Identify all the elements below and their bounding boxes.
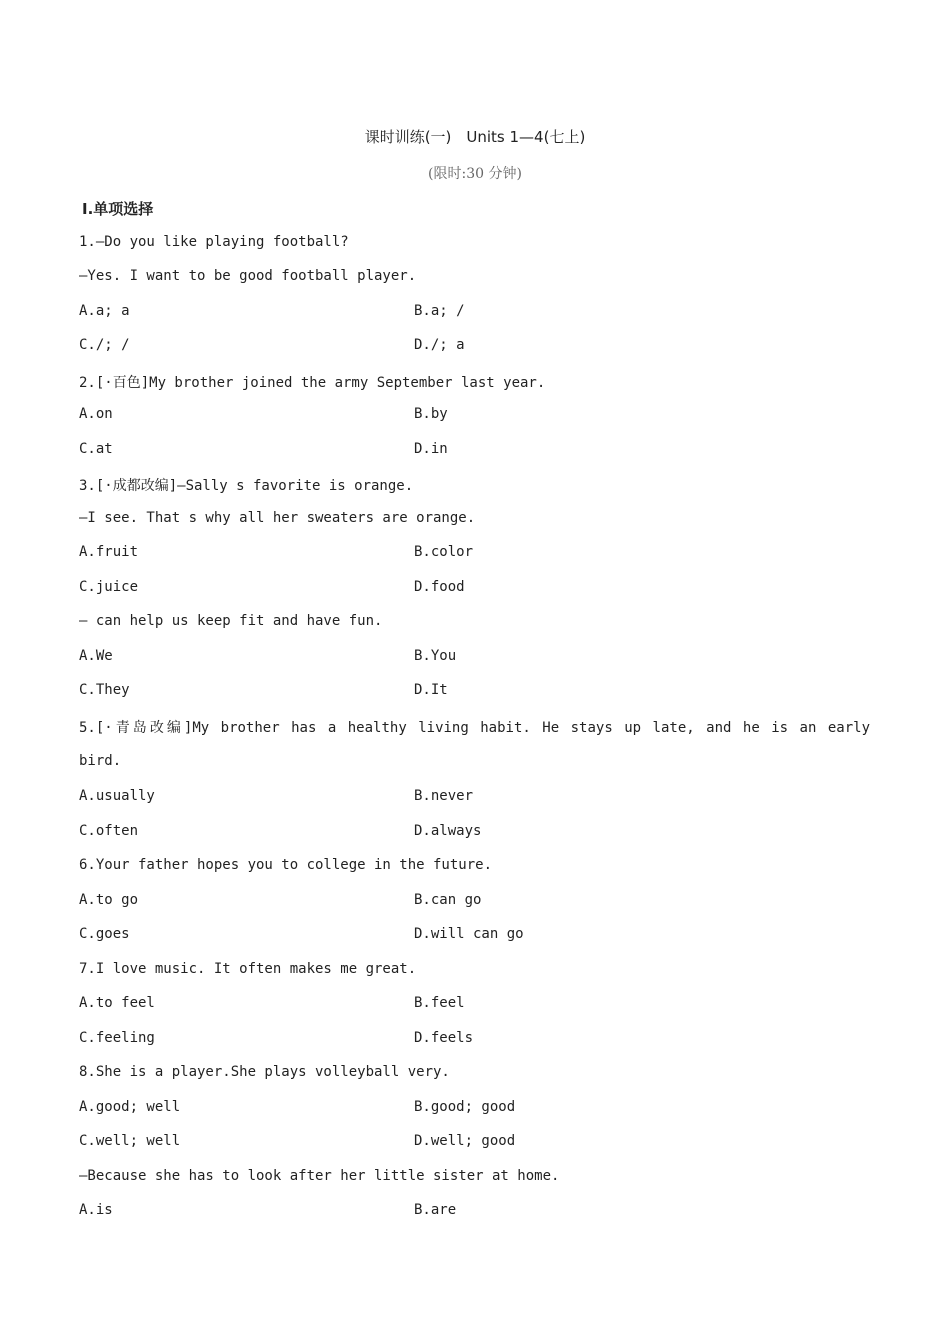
question-4-stem: — can help us keep fit and have fun. bbox=[79, 613, 383, 629]
question-3-option-a: A.fruit bbox=[79, 544, 139, 560]
question-8-option-b: B.good; good bbox=[414, 1099, 516, 1115]
question-1-option-a: A.a; a bbox=[79, 303, 130, 319]
question-1-option-d: D./; a bbox=[414, 337, 465, 353]
question-7-option-b: B.feel bbox=[414, 995, 465, 1011]
question-7-stem: 7.I love music. It often makes me great. bbox=[79, 961, 417, 977]
question-6-option-a: A.to go bbox=[79, 892, 139, 908]
question-3-option-d: D.food bbox=[414, 579, 465, 595]
question-2-option-b: B.by bbox=[414, 406, 448, 422]
question-2-option-a: A.on bbox=[79, 406, 113, 422]
question-7-option-a: A.to feel bbox=[79, 995, 155, 1011]
question-4-option-c: C.They bbox=[79, 682, 130, 698]
question-8-option-a: A.good; well bbox=[79, 1099, 181, 1115]
question-1-reply: —Yes. I want to be good football player. bbox=[79, 268, 417, 284]
question-5-stem: 5.[·青岛改编]My brother has a healthy living habit. He stays up late, and he is an early bbox=[79, 720, 870, 736]
question-9-reply: —Because she has to look after her little sister at home. bbox=[79, 1168, 560, 1184]
question-5-option-d: D.always bbox=[414, 823, 482, 839]
question-5-option-c: C.often bbox=[79, 823, 139, 839]
question-5-option-a: A.usually bbox=[79, 788, 155, 804]
question-3-option-c: C.juice bbox=[79, 579, 139, 595]
question-3-stem: 3.[·成都改编]—Sally s favorite is orange. bbox=[79, 478, 414, 494]
question-1-option-b: B.a; / bbox=[414, 303, 465, 319]
question-9-option-b: B.are bbox=[414, 1202, 457, 1218]
question-8-stem: 8.She is a player.She plays volleyball very. bbox=[79, 1064, 450, 1080]
page-title: 课时训练(一) Units 1—4(七上) bbox=[364, 128, 586, 146]
question-6-option-c: C.goes bbox=[79, 926, 130, 942]
question-4-option-d: D.It bbox=[414, 682, 448, 698]
question-6-option-b: B.can go bbox=[414, 892, 482, 908]
question-2-option-c: C.at bbox=[79, 441, 113, 457]
time-limit: (限时:30 分钟) bbox=[428, 166, 522, 182]
question-5-option-b: B.never bbox=[414, 788, 474, 804]
question-1-stem: 1.—Do you like playing football? bbox=[79, 234, 349, 250]
question-7-option-c: C.feeling bbox=[79, 1030, 155, 1046]
question-4-option-a: A.We bbox=[79, 648, 113, 664]
question-3-option-b: B.color bbox=[414, 544, 474, 560]
section-title: Ⅰ.单项选择 bbox=[82, 200, 154, 218]
question-6-stem: 6.Your father hopes you to college in the future. bbox=[79, 857, 493, 873]
question-1-option-c: C./; / bbox=[79, 337, 130, 353]
question-8-option-c: C.well; well bbox=[79, 1133, 181, 1149]
question-2-option-d: D.in bbox=[414, 441, 448, 457]
question-2-stem: 2.[·百色]My brother joined the army September last year. bbox=[79, 375, 546, 391]
question-6-option-d: D.will can go bbox=[414, 926, 524, 942]
question-3-reply: —I see. That s why all her sweaters are orange. bbox=[79, 510, 476, 526]
question-4-option-b: B.You bbox=[414, 648, 457, 664]
question-7-option-d: D.feels bbox=[414, 1030, 474, 1046]
question-8-option-d: D.well; good bbox=[414, 1133, 516, 1149]
question-9-option-a: A.is bbox=[79, 1202, 113, 1218]
question-5-stem-continued: bird. bbox=[79, 753, 122, 769]
